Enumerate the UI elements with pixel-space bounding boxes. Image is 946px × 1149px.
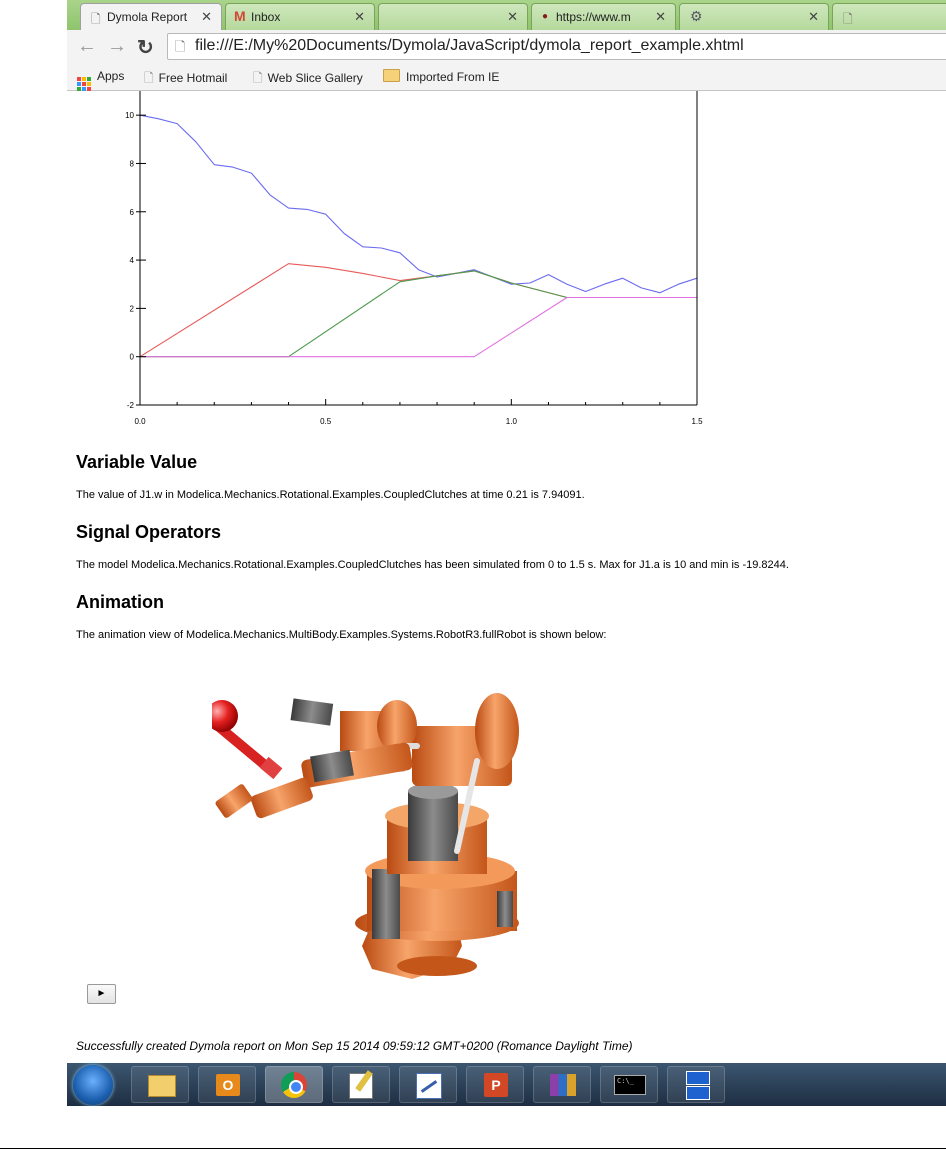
folder-icon xyxy=(383,69,400,82)
y-tick-label: 6 xyxy=(129,207,134,217)
close-icon[interactable]: ✕ xyxy=(201,9,212,24)
series-line-magenta xyxy=(140,298,697,357)
animation-text: The animation view of Modelica.Mechanics.MultiBody.Examples.Systems.RobotR3.fullRobot is shown below: xyxy=(76,629,607,641)
close-icon[interactable]: ✕ xyxy=(354,9,365,24)
outlook-icon[interactable]: O xyxy=(198,1066,256,1103)
back-arrow-icon[interactable]: ← xyxy=(77,35,97,57)
y-tick-label: 8 xyxy=(129,159,134,169)
tab-new[interactable] xyxy=(832,3,946,30)
gmail-icon: M xyxy=(234,8,246,24)
windows-start-icon[interactable] xyxy=(73,1065,113,1105)
remote-desktop-icon[interactable] xyxy=(667,1066,725,1103)
x-tick-label: 0.0 xyxy=(134,417,146,426)
settings-icon: ⚙ xyxy=(690,8,703,24)
page-content xyxy=(67,91,946,1063)
y-tick-label: 10 xyxy=(125,111,134,121)
bookmark-free-hotmail[interactable] xyxy=(144,69,227,90)
signal-operators-text: The model Modelica.Mechanics.Rotational.Examples.CoupledClutches has been simulated from 0 to 1.5 s. Max for J1.a is 10 and min is -19.8244. xyxy=(76,559,789,571)
page-icon: 🗋 xyxy=(91,12,101,26)
robot-forearm xyxy=(250,776,315,819)
tab-settings[interactable] xyxy=(679,3,829,30)
x-tick-label: 1.0 xyxy=(505,417,517,426)
chrome-icon[interactable] xyxy=(265,1066,323,1103)
tab-strip xyxy=(67,0,946,30)
tab-title: https://www.m xyxy=(556,10,631,24)
bookmark-imported-from-ie[interactable] xyxy=(383,69,499,84)
variable-value-text: The value of J1.w in Modelica.Mechanics.Rotational.Examples.CoupledClutches at time 0.21 is 7.94091. xyxy=(76,489,585,501)
close-icon[interactable]: ✕ xyxy=(655,9,666,24)
series-line-green xyxy=(140,271,697,357)
browser-window xyxy=(67,0,946,1106)
y-tick-label: 0 xyxy=(129,352,134,362)
bookmark-apps[interactable] xyxy=(77,69,124,91)
play-button[interactable]: ► xyxy=(87,984,116,1004)
powerpoint-icon[interactable]: P xyxy=(466,1066,524,1103)
forward-arrow-icon[interactable]: → xyxy=(107,35,127,57)
windows-taskbar xyxy=(67,1063,946,1106)
winrar-icon[interactable] xyxy=(533,1066,591,1103)
close-icon[interactable]: ✕ xyxy=(507,9,518,24)
reload-icon[interactable]: ↻ xyxy=(137,37,154,59)
tab-title: Inbox xyxy=(251,10,281,24)
tab-dymola-report[interactable] xyxy=(80,3,222,30)
page-icon: 🗋 xyxy=(843,12,853,26)
explorer-icon[interactable] xyxy=(131,1066,189,1103)
close-icon[interactable]: ✕ xyxy=(808,9,819,24)
report-status-footer: Successfully created Dymola report on Mon Sep 15 2014 09:59:12 GMT+0200 (Romance Daylight Time) xyxy=(76,1039,633,1053)
bookmark-web-slice-gallery[interactable] xyxy=(253,69,363,90)
bookmark-label: Web Slice Gallery xyxy=(267,71,363,85)
signal-chart xyxy=(67,91,767,436)
bookmarks-bar xyxy=(67,63,946,91)
tab-blank[interactable] xyxy=(378,3,528,30)
bookmark-label: Apps xyxy=(97,69,125,83)
robot-tool-sphere xyxy=(212,700,238,732)
robot-animation-view[interactable] xyxy=(212,691,572,991)
notepad-editor-icon[interactable] xyxy=(332,1066,390,1103)
address-bar[interactable] xyxy=(167,33,946,60)
tab-website[interactable] xyxy=(531,3,676,30)
tab-inbox[interactable] xyxy=(225,3,375,30)
y-tick-label: -2 xyxy=(126,401,134,410)
series-line-red xyxy=(140,264,697,357)
bookmark-label: Free Hotmail xyxy=(158,71,228,85)
x-tick-label: 1.5 xyxy=(691,417,703,426)
url-text: file:///E:/My%20Documents/Dymola/JavaScript/dymola_report_example.xhtml xyxy=(195,37,744,54)
y-tick-label: 4 xyxy=(129,256,134,266)
heading-variable-value: Variable Value xyxy=(76,452,198,472)
command-prompt-icon[interactable]: C:\_ xyxy=(600,1066,658,1103)
x-tick-label: 0.5 xyxy=(320,417,332,426)
visio-icon[interactable] xyxy=(399,1066,457,1103)
page-icon: 🗋 xyxy=(144,71,154,85)
tab-title: Dymola Report xyxy=(107,10,188,24)
page-icon: 🗋 xyxy=(175,39,186,54)
bookmark-label: Imported From IE xyxy=(406,70,500,84)
robot-motor xyxy=(372,869,400,939)
y-tick-label: 2 xyxy=(129,304,134,314)
heading-signal-operators: Signal Operators xyxy=(76,522,222,542)
series-line-blue xyxy=(140,115,697,293)
page-icon: 🗋 xyxy=(253,71,263,85)
heading-animation: Animation xyxy=(76,592,164,612)
record-icon: ● xyxy=(542,11,549,22)
toolbar xyxy=(67,30,946,63)
apps-grid-icon xyxy=(77,77,91,91)
